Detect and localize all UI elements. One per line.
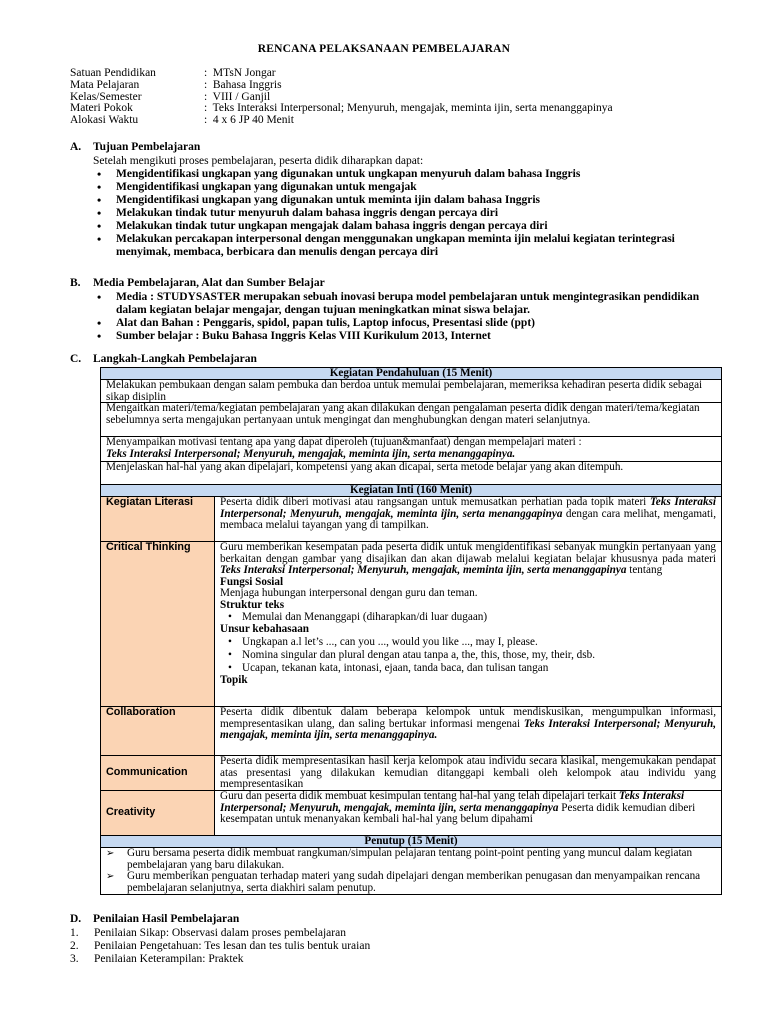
steps-table: [100, 367, 721, 895]
identity-row: Satuan Pendidikan : MTsN Jongar: [70, 67, 276, 79]
inti-header: Kegiatan Inti (160 Menit): [101, 485, 722, 497]
list-item: ➢ Guru memberikan penguatan terhadap materi yang sudah dipelajari dengan memberikan penugasan dan menyampaikan rencana pembelajaran selanjutnya, serta diakhiri salam penutup.: [106, 871, 716, 894]
identity-value: MTsN Jongar: [212, 67, 276, 79]
identity-label: Satuan Pendidikan: [70, 67, 156, 79]
section-d: [70, 913, 720, 966]
identity-row: Mata Pelajaran : Bahasa Inggris: [70, 78, 282, 91]
identity-value: 4 x 6 JP 40 Menit: [212, 114, 294, 127]
collaboration-label: Collaboration: [101, 707, 215, 756]
table-row: Menjelaskan hal-hal yang akan dipelajari, kompetensi yang akan dicapai, serta metode belajar yang akan ditempuh.: [101, 462, 722, 485]
identity-row: Alokasi Waktu : 4 x 6 JP 40 Menit: [70, 114, 294, 127]
creativity-content: Guru dan peserta didik membuat kesimpulan tentang hal-hal yang telah dipelajari terkait Teks Interaksi Interpersonal; Menyuruh, mengajak, meminta ijin, serta menanggapinya Peserta didik kemudian diberi kesempatan untuk menanyakan kembali hal-hal yang belum dipahami: [215, 791, 722, 836]
section-a-heading: A. Tujuan Pembelajaran: [70, 141, 201, 153]
list-item: • Ungkapan a.l let’s ..., can you ..., would you like ..., may I, please.: [220, 636, 716, 649]
section-a-intro: Setelah mengikuti proses pembelajaran, peserta didik diharapkan dapat:: [93, 155, 424, 167]
pendahuluan-header: Kegiatan Pendahuluan (15 Menit): [101, 368, 722, 380]
identity-label: Mata Pelajaran: [70, 78, 140, 91]
section-d-heading: D. Penilaian Hasil Pembelajaran: [70, 913, 240, 925]
list-item: • Nomina singular dan plural dengan atau tanpa a, the, this, those, my, their, dsb.: [220, 649, 716, 662]
literasi-label: Kegiatan Literasi: [101, 497, 215, 542]
list-item: 1. Penilaian Sikap: Observasi dalam proses pembelajaran: [70, 927, 346, 939]
literasi-content: Peserta didik diberi motivasi atau rangsangan untuk memusatkan perhatian pada topik materi Teks Interaksi Interpersonal; Menyuruh, mengajak, meminta ijin, serta menanggapinya dengan cara melihat, mengamati, membaca melalui tayangan yang di tampilkan.: [215, 497, 722, 542]
identity-row: Kelas/Semester : VIII / Ganjil: [70, 90, 271, 103]
media-list: [70, 291, 720, 343]
document-title: RENCANA PELAKSANAAN PEMBELAJARAN: [257, 43, 511, 55]
list-item: • Alat dan Bahan : Penggaris, spidol, papan tulis, Laptop infocus, Presentasi slide (ppt): [93, 317, 720, 330]
list-item: 2. Penilaian Pengetahuan: Tes lesan dan tes tulis bentuk uraian: [70, 940, 371, 952]
list-item: • Ucapan, tekanan kata, intonasi, ejaan, tanda baca, dan tulisan tangan: [220, 662, 716, 675]
identity-value: Teks Interaksi Interpersonal; Menyuruh, mengajak, meminta ijin, serta menanggapinya: [212, 102, 613, 115]
list-item: • Mengidentifikasi ungkapan yang digunakan untuk ungkapan menyuruh dalam bahasa Inggris: [93, 168, 720, 181]
identity-value: Bahasa Inggris: [212, 78, 282, 91]
identity-row: Materi Pokok : Teks Interaksi Interpersonal; Menyuruh, mengajak, meminta ijin, serta menanggapinya: [70, 102, 613, 115]
list-item: 3. Penilaian Keterampilan: Praktek: [70, 953, 244, 965]
identity-value: VIII / Ganjil: [212, 90, 271, 103]
penutup-content: [101, 848, 722, 895]
collaboration-content: Peserta didik dibentuk dalam beberapa kelompok untuk mendiskusikan, mengumpulkan informasi, mempresentasikan ulang, dan saling bertukar informasi mengenai Teks Interaksi Interpersonal; Menyuruh, mengajak, meminta ijin, serta menanggapinya.: [215, 707, 722, 756]
critical-thinking-content: Guru memberikan kesempatan pada peserta didik untuk mengidentifikasi sebanyak mungkin pertanyaan yang berkaitan dengan gambar yang disajikan dan akan dijawab melalui kegiatan belajar khususnya pada materi Teks Interaksi Interpersonal; Menyuruh, mengajak, meminta ijin, serta menanggapinya tentang Fungsi Sosial Menjaga hubungan interpersonal dengan guru dan teman. Struktur teks • Memulai dan Menanggapi (diharapkan/di luar dugaan) Unsur kebahasaan • Ungkapan a.l let’s ..., can you ..., would you like ..., may I, please. • Nomina singular dan plural dengan atau tanpa a, the, this, those, my, their, dsb. • Ucapan, tekanan kata, intonasi, ejaan, tanda baca, dan tulisan tangan Topik: [215, 542, 722, 707]
table-row: Melakukan pembukaan dengan salam pembuka dan berdoa untuk memulai pembelajaran, memeriksa kehadiran peserta didik sebagai sikap disiplin: [101, 380, 722, 403]
section-b: [70, 277, 720, 343]
table-row: Menyampaikan motivasi tentang apa yang dapat diperoleh (tujuan&manfaat) dengan mempelajari materi : Teks Interaksi Interpersonal; Menyuruh, mengajak, meminta ijin, serta menanggapinya.: [101, 437, 722, 462]
assessment-list: [70, 927, 720, 966]
section-b-heading: B. Media Pembelajaran, Alat dan Sumber Belajar: [70, 277, 325, 289]
identity-block: [70, 67, 613, 126]
communication-label: Communication: [101, 756, 215, 791]
identity-label: Materi Pokok: [70, 102, 133, 115]
objectives-list: [70, 168, 720, 259]
list-item: • Melakukan tindak tutur ungkapan mengajak dalam bahasa inggris dengan percaya diri: [93, 220, 720, 233]
list-item: • Melakukan tindak tutur menyuruh dalam bahasa inggris dengan percaya diri: [93, 207, 720, 220]
list-item: • Mengidentifikasi ungkapan yang digunakan untuk meminta ijin dalam bahasa Inggris: [93, 194, 720, 207]
table-row: Mengaitkan materi/tema/kegiatan pembelajaran yang akan dilakukan dengan pengalaman peserta didik dengan materi/tema/kegiatan sebelumnya serta mengajukan pertanyaan untuk mengingat dan menghubungkan dengan materi selanjutnya.: [101, 403, 722, 437]
list-item: • Memulai dan Menanggapi (diharapkan/di luar dugaan): [220, 611, 716, 624]
list-item: • Mengidentifikasi ungkapan yang digunakan untuk mengajak: [93, 181, 720, 194]
list-item: • Media : STUDYSASTER merupakan sebuah inovasi berupa model pembelajaran untuk mengintegrasikan pendidikan dalam kegiatan belajar mengajar, dengan tujuan meningkatkan minat siswa belajar.: [93, 291, 720, 317]
penutup-header: Penutup (15 Menit): [101, 836, 722, 848]
section-c: [70, 353, 720, 367]
list-item: • Sumber belajar : Buku Bahasa Inggris Kelas VIII Kurikulum 2013, Internet: [93, 330, 720, 343]
identity-label: Alokasi Waktu: [70, 114, 139, 127]
identity-label: Kelas/Semester: [70, 90, 142, 103]
creativity-label: Creativity: [101, 791, 215, 836]
list-item: ➢ Guru bersama peserta didik membuat rangkuman/simpulan pelajaran tentang point-point penting yang muncul dalam kegiatan pembelajaran yang baru dilakukan.: [106, 848, 716, 871]
list-item: • Melakukan percakapan interpersonal dengan menggunakan ungkapan meminta ijin melalui kegiatan terintegrasi menyimak, membaca, berbicara dan menulis dengan percaya diri: [93, 233, 720, 259]
communication-content: Peserta didik mempresentasikan hasil kerja kelompok atau individu secara klasikal, mengemukakan pendapat atas presentasi yang dilakukan kemudian ditanggapi kembali oleh kelompok atau individu yang mempresentasikan: [215, 756, 722, 791]
critical-thinking-label: Critical Thinking: [101, 542, 215, 707]
section-c-heading: C. Langkah-Langkah Pembelajaran: [70, 353, 257, 365]
section-a: [70, 141, 720, 259]
